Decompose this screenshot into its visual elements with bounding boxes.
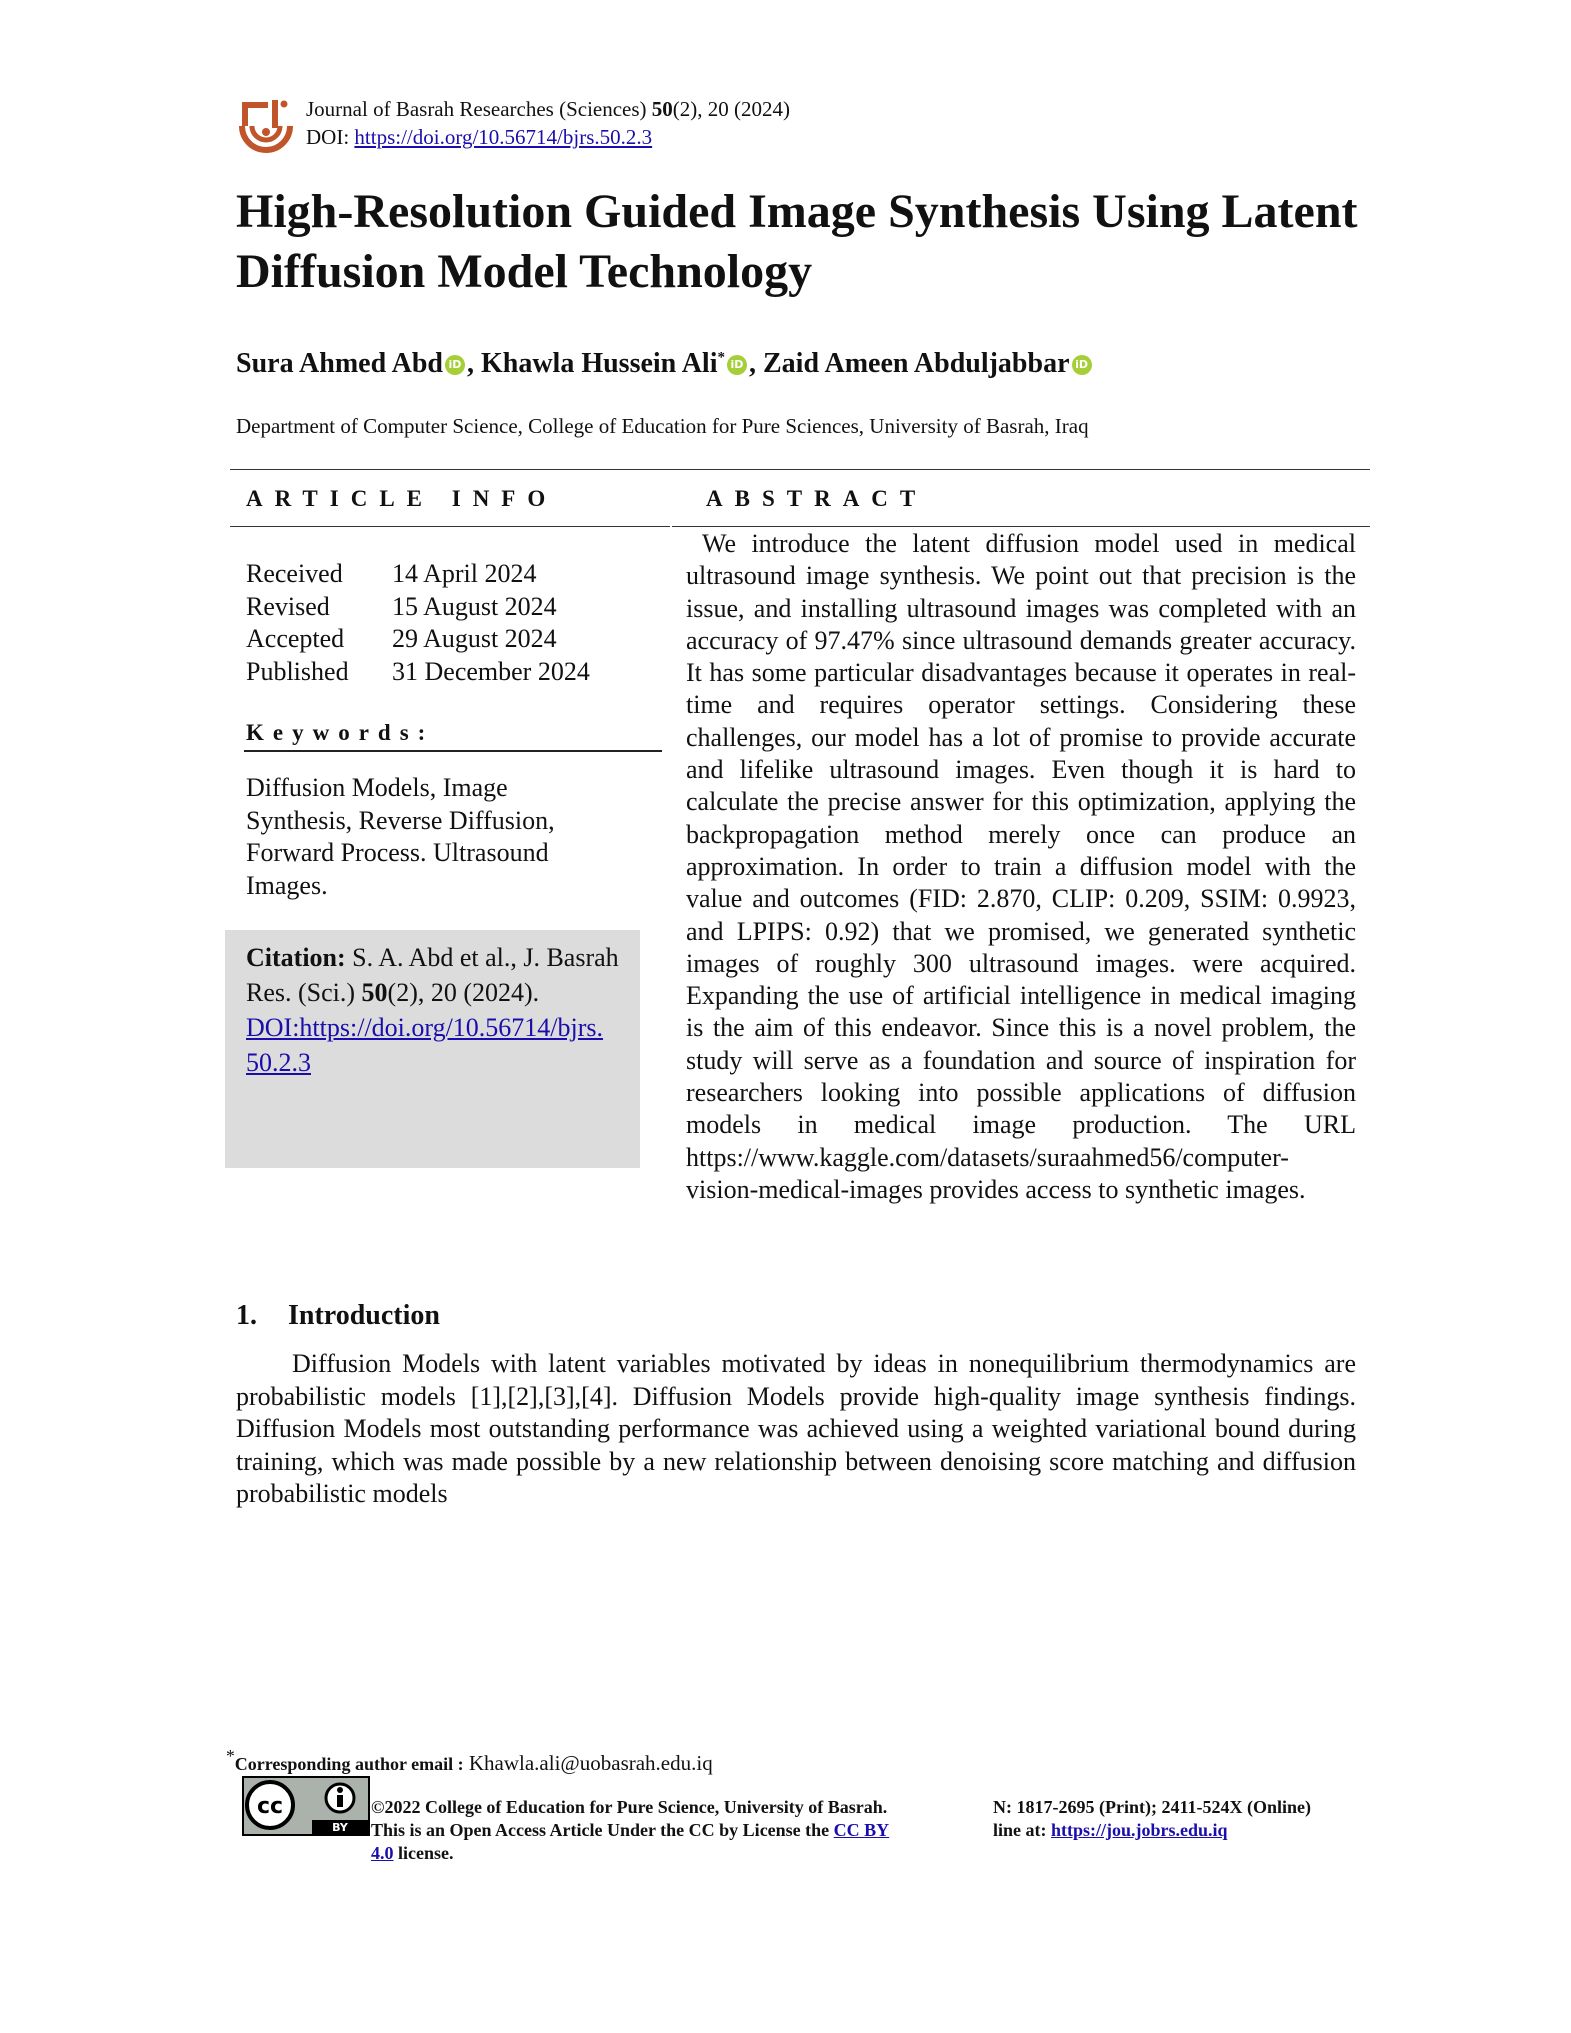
citation-text: S. A. Abd et al., J. Basrah Res. (Sci.)	[246, 943, 619, 1007]
introduction-text: Diffusion Models with latent variables motivated by ideas in nonequilibrium thermodynamics are probabilistic models [1],[2],[3],[4]. Diffusion Models provide high-quality image synthesis findings. Diffusion Models most outstanding performance was achieved using a weighted variational bound during training, which was made possible by a new relationship between denoising score matching and diffusion probabilistic models	[236, 1349, 1356, 1508]
date-row	[246, 591, 590, 624]
license-suffix: license.	[398, 1843, 454, 1863]
section-title: Introduction	[288, 1300, 440, 1331]
cc-text: cc	[256, 1794, 284, 1819]
author-name: Sura Ahmed Abd	[236, 348, 443, 379]
corresponding-label: Corresponding author email :	[234, 1754, 464, 1774]
doi-link[interactable]: https://doi.org/10.56714/bjrs.50.2.3	[354, 125, 653, 149]
orcid-icon[interactable]: iD	[445, 355, 465, 375]
journal-volume: 50	[651, 97, 673, 121]
doi-line	[306, 124, 652, 151]
author-name: Khawla Hussein Ali	[480, 348, 718, 379]
journal-name: Journal of Basrah Researches (Sciences)	[306, 97, 647, 121]
article-dates	[246, 558, 590, 688]
affiliation: Department of Computer Science, College of Education for Pure Sciences, University of Basrah, Iraq	[236, 414, 1089, 438]
abstract-rule	[672, 526, 1370, 527]
citation-volume: 50	[361, 978, 388, 1007]
journal-citation-line	[306, 96, 790, 123]
abstract-heading: ABSTRACT	[706, 486, 928, 511]
date-label: Accepted	[246, 624, 345, 653]
cc-by-license-icon[interactable]	[242, 1776, 370, 1836]
article-info-rule	[230, 526, 670, 527]
date-row	[246, 656, 590, 689]
copyright-text: ©2022 College of Education for Pure Science, University of Basrah. This is an Open Access Article Under the CC by License the	[371, 1797, 888, 1840]
citation-issue: (2), 20 (2024).	[387, 978, 540, 1007]
journal-issue: (2), 20 (2024)	[672, 97, 791, 121]
issn-text: N: 1817-2695 (Print); 2411-524X (Online)	[993, 1797, 1311, 1817]
keywords-heading: Keywords:	[246, 720, 435, 745]
author-list: Sura Ahmed Abd iD , Khawla Hussein Ali* iD , Zaid Ameen Abduljabbar iD	[236, 348, 1094, 380]
license-link[interactable]: CC BY 4.0	[371, 1820, 890, 1863]
keywords-rule	[244, 750, 662, 752]
corresponding-mark: *	[226, 1746, 235, 1766]
doi-label: DOI:	[306, 125, 350, 149]
citation-label: Citation:	[246, 943, 346, 972]
date-value: 31 December 2024	[392, 656, 590, 686]
journal-logo	[236, 96, 296, 156]
header-rule	[230, 469, 1370, 470]
corresponding-author	[226, 1746, 713, 1776]
corresponding-email[interactable]: Khawla.ali@uobasrah.edu.iq	[468, 1751, 713, 1775]
date-row	[246, 558, 590, 591]
copyright-notice	[371, 1796, 901, 1865]
corresponding-mark: *	[717, 349, 725, 366]
article-info-heading: ARTICLE INFO	[246, 486, 558, 511]
date-label: Revised	[246, 591, 330, 621]
by-text: BY	[332, 1821, 348, 1834]
citation	[246, 940, 626, 1080]
date-label: Published	[246, 656, 349, 686]
orcid-icon[interactable]: iD	[727, 355, 747, 375]
online-label: line at:	[993, 1820, 1047, 1840]
keywords-text: Diffusion Models, Image Synthesis, Reverse Diffusion, Forward Process. Ultrasound Images.	[246, 773, 555, 900]
citation-doi-link[interactable]: DOI:https://doi.org/10.56714/bjrs. 50.2.3	[246, 1013, 604, 1077]
date-value: 29 August 2024	[392, 624, 557, 653]
section-number: 1.	[236, 1300, 257, 1331]
issn-info	[993, 1796, 1311, 1842]
date-value: 14 April 2024	[392, 559, 537, 588]
date-label: Received	[246, 559, 343, 588]
abstract-text: We introduce the latent diffusion model used in medical ultrasound image synthesis. We point out that precision is the issue, and installing ultrasound images was completed with an accuracy of 97.47% since ultrasound demands greater accuracy. It has some particular disadvantages because it operates in real-time and requires operator settings. Considering these challenges, our model has a lot of promise to provide accurate and lifelike ultrasound images. Even though it is hard to calculate the precise answer for this optimization, applying the backpropagation method merely once can produce an approximation. In order to train a diffusion model with the value and outcomes (FID: 2.870, CLIP: 0.209, SSIM: 0.9923, and LPIPS: 0.92) that we promised, we generated synthetic images of roughly 300 ultrasound images. were acquired. Expanding the use of artificial intelligence in medical imaging is the aim of this endeavor. Since this is a novel problem, the study will serve as a foundation and source of inspiration for researchers looking into possible applications of diffusion models in medical image production. The URL https://www.kaggle.com/datasets/suraahmed56/computer-vision-medical-images provides access to synthetic images.	[686, 529, 1356, 1204]
introduction-heading	[236, 1300, 440, 1332]
paper-title: High-Resolution Guided Image Synthesis Using Latent Diffusion Model Technology	[236, 185, 1358, 298]
date-value: 15 August 2024	[392, 591, 557, 621]
online-line	[993, 1819, 1311, 1842]
date-row	[246, 623, 590, 656]
author-name: Zaid Ameen Abduljabbar	[762, 348, 1070, 379]
orcid-icon[interactable]: iD	[1072, 355, 1092, 375]
journal-website-link[interactable]: https://jou.jobrs.edu.iq	[1051, 1820, 1228, 1840]
